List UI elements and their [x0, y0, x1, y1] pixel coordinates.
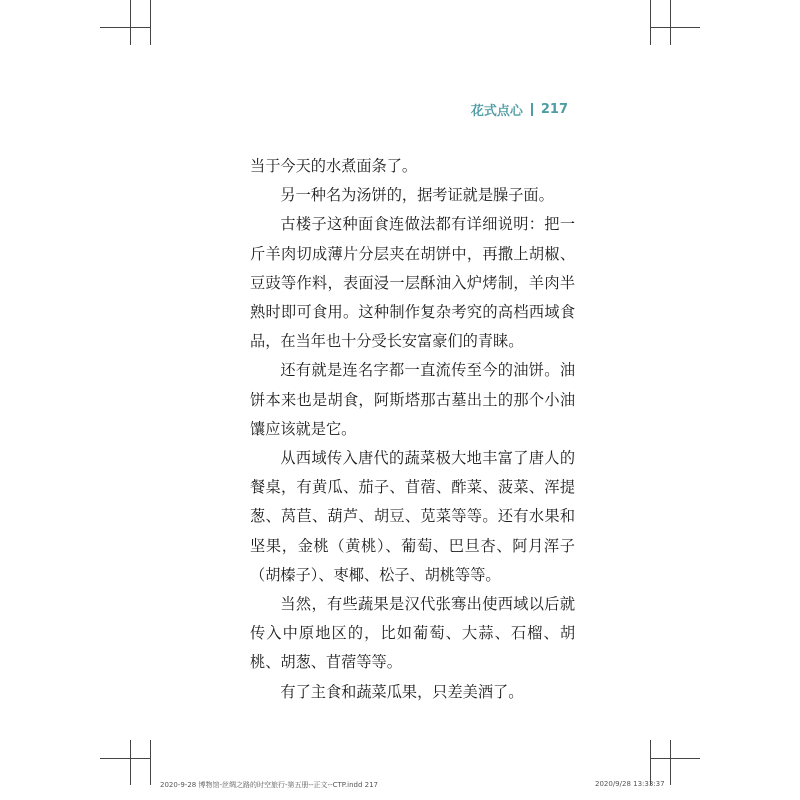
running-header — [471, 100, 568, 119]
paragraph: 有了主食和蔬菜瓜果，只差美酒了。 — [280, 682, 524, 701]
crop-mark — [670, 740, 671, 785]
paragraph: 古楼子这种面食连做法都有详细说明：把一斤羊肉切成薄片分层夹在胡饼中，再撒上胡椒、豆豉等作料，表面浸一层酥油入炉烤制，羊肉半熟时即可食用。这种制作复杂考究的高档西域食品，在当年也十分受长安富豪们的青睐。 — [250, 215, 575, 351]
header-divider — [531, 103, 533, 116]
body-text — [250, 152, 575, 707]
crop-mark — [100, 758, 150, 759]
crop-mark — [150, 0, 151, 45]
crop-mark — [670, 0, 671, 45]
page-number: 217 — [540, 102, 568, 117]
paragraph: 当然，有些蔬果是汉代张骞出使西域以后就传入中原地区的，比如葡萄、大蒜、石榴、胡桃、胡葱、苜蓿等等。 — [250, 595, 575, 672]
crop-mark — [650, 740, 651, 785]
footer-file-info: 2020-9-28 博物馆-丝绸之路的时空旅行-第五册--正文--CTP.indd 217 — [160, 781, 378, 789]
crop-mark — [150, 740, 151, 785]
crop-mark — [100, 27, 150, 28]
crop-mark — [650, 758, 700, 759]
paragraph: 还有就是连名字都一直流传至今的油饼。油饼本来也是胡食，阿斯塔那古墓出土的那个小油馕应该就是它。 — [250, 361, 575, 438]
paragraph: 另一种名为汤饼的，据考证就是臊子面。 — [280, 186, 554, 205]
crop-mark — [650, 27, 700, 28]
crop-mark — [130, 0, 131, 45]
crop-mark — [650, 0, 651, 45]
footer-timestamp: 2020/9/28 13:33:37 — [595, 780, 665, 788]
paragraph: 当于今天的水煮面条了。 — [250, 157, 418, 175]
crop-mark — [130, 740, 131, 785]
section-title: 花式点心 — [470, 104, 523, 119]
paragraph: 从西域传入唐代的蔬菜极大地丰富了唐人的餐桌，有黄瓜、茄子、苜蓿、酢菜、菠菜、浑提葱、莴苣、葫芦、胡豆、苋菜等等。还有水果和坚果，金桃（黄桃）、葡萄、巴旦杏、阿月浑子（胡榛子）、枣椰、松子、胡桃等等。 — [250, 449, 575, 584]
